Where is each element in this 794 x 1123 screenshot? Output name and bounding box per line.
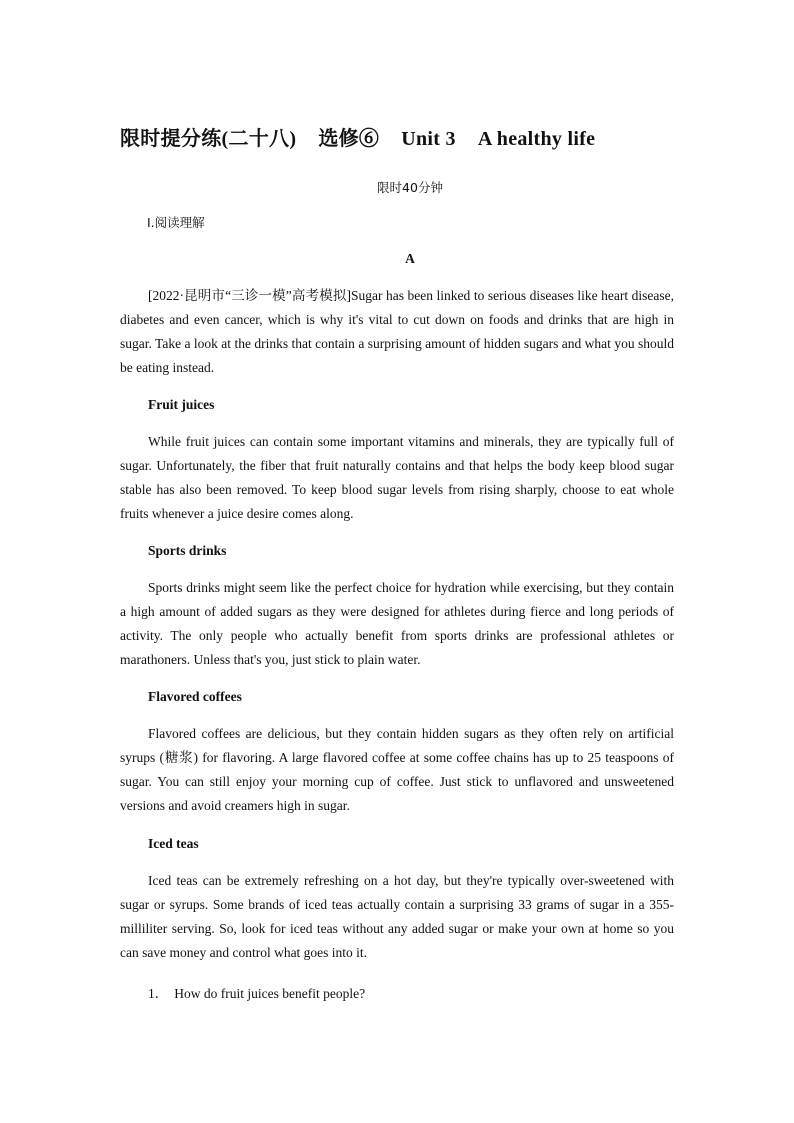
page-title bbox=[120, 122, 680, 151]
title-series: 限时提分练(二十八) bbox=[120, 128, 297, 150]
time-limit: 限时40分钟 bbox=[377, 180, 443, 195]
question-number: 1． bbox=[148, 986, 169, 1001]
title-unit: Unit 3 bbox=[401, 128, 456, 150]
section-heading-fruit-juices: Fruit juices bbox=[148, 397, 215, 412]
section-body-sports-drinks: Sports drinks might seem like the perfect choice for hydration while exercising, but they contain a high amount of added sugars as they were designed for athletes during fierce and long periods of activity. The only people who actually benefit from sports drinks are professional athletes or marathoners. Unless that's you, just stick to plain water. bbox=[120, 580, 674, 667]
title-topic: A healthy life bbox=[477, 128, 596, 150]
intro-paragraph: [2022·昆明市“三诊一模”高考模拟]Sugar has been linked to serious diseases like heart disease, diabetes and even cancer, which is why it's vital to cut down on foods and drinks that are high in sugar. Take a look at the drinks that contain a surprising amount of hidden sugars and what you should be eating instead. bbox=[120, 288, 674, 375]
section-heading-sports-drinks: Sports drinks bbox=[148, 543, 227, 558]
section-label: Ⅰ.阅读理解 bbox=[147, 215, 205, 230]
title-module: 选修⑥ bbox=[318, 128, 380, 150]
question-item bbox=[148, 982, 365, 1002]
question-text: How do fruit juices benefit people? bbox=[174, 986, 366, 1001]
section-body-fruit-juices: While fruit juices can contain some important vitamins and minerals, they are typically full of sugar. Unfortunately, the fiber that fruit naturally contains and that helps the body keep blood sugar stable has also been removed. To keep blood sugar levels from rising sharply, choose to eat whole fruits whenever a juice desire comes along. bbox=[120, 434, 674, 521]
section-heading-iced-teas: Iced teas bbox=[148, 836, 199, 851]
section-body-flavored-coffees: Flavored coffees are delicious, but they contain hidden sugars as they often rely on artificial syrups (糖浆) for flavoring. A large flavored coffee at some coffee chains has up to 25 teaspoons of sugar. You can still enjoy your morning cup of coffee. Just stick to unflavored and unsweetened versions and avoid creamers high in sugar. bbox=[120, 726, 674, 813]
section-heading-flavored-coffees: Flavored coffees bbox=[148, 689, 242, 704]
passage-letter: A bbox=[405, 251, 415, 266]
section-body-iced-teas: Iced teas can be extremely refreshing on a hot day, but they're typically over-sweetened with sugar or syrups. Some brands of iced teas actually contain a surprising 33 grams of sugar in a 355-milliliter serving. So, look for iced teas without any added sugar or make your own at home so you can save money and control what goes into it. bbox=[120, 873, 674, 960]
